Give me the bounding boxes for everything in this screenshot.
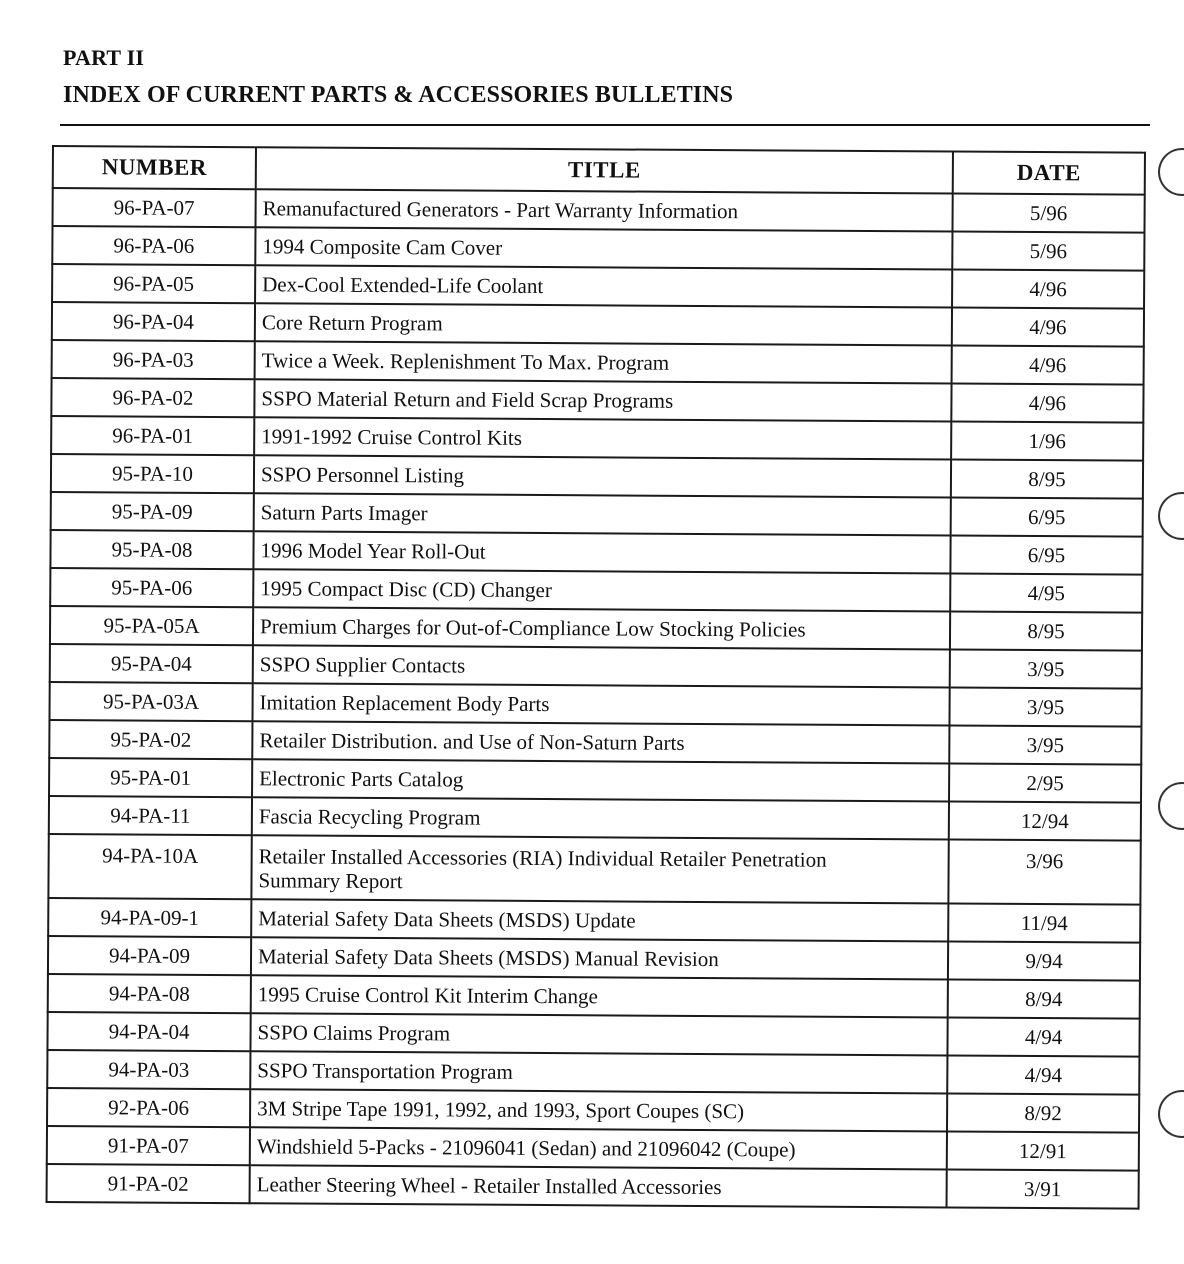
bulletin-index-table: [46, 145, 1146, 1210]
bulletin-date: 4/95: [950, 573, 1142, 612]
page-header: [63, 44, 1149, 110]
page-title: INDEX OF CURRENT PARTS & ACCESSORIES BULLETINS: [63, 82, 734, 108]
table-row: [51, 378, 1143, 423]
table-row: [50, 568, 1142, 613]
column-header-title: TITLE: [256, 147, 953, 193]
bulletin-date: 12/94: [949, 801, 1141, 840]
bulletin-date: 3/95: [950, 649, 1142, 688]
bulletin-number: 94-PA-10A: [48, 834, 251, 899]
bulletin-title: Premium Charges for Out-of-Compliance Low Stocking Policies: [253, 607, 950, 649]
bulletin-title: SSPO Material Return and Field Scrap Programs: [254, 379, 951, 421]
bulletin-title: Imitation Replacement Body Parts: [252, 683, 949, 725]
bulletin-title: SSPO Supplier Contacts: [253, 645, 950, 687]
bulletin-number: 94-PA-03: [47, 1050, 250, 1089]
bulletin-date: 5/96: [952, 232, 1144, 271]
bulletin-number: 96-PA-04: [52, 302, 255, 341]
table-row: [48, 898, 1140, 943]
table-row: [47, 1126, 1139, 1171]
table-row: [49, 796, 1141, 841]
bulletin-number: 95-PA-01: [49, 758, 252, 797]
bulletin-number: 95-PA-09: [51, 492, 254, 531]
bulletin-date: 4/96: [952, 346, 1144, 385]
bulletin-date: 4/96: [952, 270, 1144, 309]
bulletin-date: 8/95: [951, 459, 1143, 498]
table-row: [50, 644, 1142, 689]
bulletin-number: 95-PA-10: [51, 454, 254, 493]
table-row: [51, 492, 1143, 537]
binder-hole-icon: [1158, 492, 1184, 540]
table-row: [47, 1088, 1139, 1133]
header-rule: [60, 124, 1150, 126]
bulletin-title: Windshield 5-Packs - 21096041 (Sedan) and 21096042 (Coupe): [250, 1127, 947, 1169]
table-row: [49, 682, 1141, 727]
bulletin-date: 4/96: [951, 383, 1143, 422]
bulletin-title: Fascia Recycling Program: [252, 797, 949, 839]
bulletin-number: 96-PA-05: [52, 264, 255, 303]
bulletin-date: 6/95: [950, 535, 1142, 574]
bulletin-title: [251, 835, 948, 903]
table-row: [49, 758, 1141, 803]
bulletin-title: Remanufactured Generators - Part Warranty Information: [256, 189, 953, 231]
bulletin-title: Electronic Parts Catalog: [252, 759, 949, 801]
bulletin-number: 94-PA-08: [48, 974, 251, 1013]
table-row: [48, 936, 1140, 981]
bulletin-date: 3/96: [948, 839, 1140, 904]
binder-hole-icon: [1158, 782, 1184, 830]
bulletin-date: 2/95: [949, 763, 1141, 802]
bulletin-date: 3/95: [949, 687, 1141, 726]
table-row: [48, 974, 1140, 1019]
bulletin-number: 94-PA-09-1: [48, 898, 251, 937]
bulletin-date: 4/96: [952, 308, 1144, 347]
bulletin-title: Retailer Distribution. and Use of Non-Saturn Parts: [252, 721, 949, 763]
table-row: [50, 606, 1142, 651]
bulletin-date: 8/94: [948, 979, 1140, 1018]
bulletin-number: 94-PA-09: [48, 936, 251, 975]
table-row: [49, 720, 1141, 765]
part-label: PART II: [63, 45, 145, 70]
bulletin-title: 1995 Compact Disc (CD) Changer: [253, 569, 950, 611]
binder-hole-icon: [1158, 148, 1184, 196]
bulletin-date: 6/95: [951, 497, 1143, 536]
bulletin-number: 96-PA-02: [51, 378, 254, 417]
bulletin-number: 96-PA-07: [53, 188, 256, 227]
table-row: [51, 416, 1143, 461]
table-row: [48, 834, 1140, 905]
bulletin-title: 1991-1992 Cruise Control Kits: [254, 417, 951, 459]
bulletin-date: 4/94: [947, 1017, 1139, 1056]
bulletin-title: SSPO Personnel Listing: [254, 455, 951, 497]
bulletin-title-line-2: Summary Report: [258, 868, 403, 894]
bulletin-title: Material Safety Data Sheets (MSDS) Update: [251, 899, 948, 941]
bulletin-title: Dex-Cool Extended-Life Coolant: [255, 265, 952, 307]
bulletin-number: 95-PA-04: [50, 644, 253, 683]
bulletin-date: 3/91: [947, 1169, 1139, 1208]
table-row: [52, 264, 1144, 309]
bulletin-number: 91-PA-02: [47, 1164, 250, 1203]
bulletin-date: 12/91: [947, 1131, 1139, 1170]
bulletin-number: 95-PA-06: [50, 568, 253, 607]
bulletin-number: 95-PA-08: [50, 530, 253, 569]
bulletin-title: 3M Stripe Tape 1991, 1992, and 1993, Sport Coupes (SC): [250, 1089, 947, 1131]
bulletin-date: 11/94: [948, 903, 1140, 942]
bulletin-title-line-1: Retailer Installed Accessories (RIA) Individual Retailer Penetration: [258, 844, 827, 872]
bulletin-date: 3/95: [949, 725, 1141, 764]
bulletin-number: 94-PA-11: [49, 796, 252, 835]
bulletin-date: 9/94: [948, 941, 1140, 980]
bulletin-title: 1996 Model Year Roll-Out: [253, 531, 950, 573]
table-row: [51, 454, 1143, 499]
table-header-row: [53, 146, 1145, 195]
bulletin-title: 1995 Cruise Control Kit Interim Change: [251, 975, 948, 1017]
binder-hole-icon: [1158, 1090, 1184, 1138]
bulletin-number: 92-PA-06: [47, 1088, 250, 1127]
table-row: [47, 1164, 1139, 1209]
bulletin-number: 94-PA-04: [47, 1012, 250, 1051]
bulletin-title: Saturn Parts Imager: [254, 493, 951, 535]
table-row: [52, 340, 1144, 385]
bulletin-number: 96-PA-06: [52, 226, 255, 265]
bulletin-number: 91-PA-07: [47, 1126, 250, 1165]
bulletin-title: SSPO Transportation Program: [250, 1051, 947, 1093]
table-row: [53, 188, 1145, 233]
bulletin-number: 96-PA-01: [51, 416, 254, 455]
bulletin-title: Material Safety Data Sheets (MSDS) Manual Revision: [251, 937, 948, 979]
bulletin-date: 1/96: [951, 421, 1143, 460]
table-row: [52, 226, 1144, 271]
table-row: [47, 1050, 1139, 1095]
table-row: [47, 1012, 1139, 1057]
bulletin-date: 5/96: [952, 194, 1144, 233]
bulletin-number: 96-PA-03: [52, 340, 255, 379]
bulletin-title: Twice a Week. Replenishment To Max. Program: [255, 341, 952, 383]
bulletin-number: 95-PA-05A: [50, 606, 253, 645]
column-header-date: DATE: [953, 152, 1145, 195]
column-header-number: NUMBER: [53, 146, 256, 189]
bulletin-title: 1994 Composite Cam Cover: [255, 227, 952, 269]
bulletin-date: 4/94: [947, 1055, 1139, 1094]
table-row: [52, 302, 1144, 347]
bulletin-number: 95-PA-03A: [49, 682, 252, 721]
bulletin-number: 95-PA-02: [49, 720, 252, 759]
bulletin-title: Leather Steering Wheel - Retailer Installed Accessories: [250, 1165, 947, 1207]
bulletin-title: SSPO Claims Program: [250, 1013, 947, 1055]
bulletin-index-table-wrapper: [46, 145, 1144, 1210]
table-row: [50, 530, 1142, 575]
bulletin-date: 8/95: [950, 611, 1142, 650]
bulletin-title: Core Return Program: [255, 303, 952, 345]
bulletin-date: 8/92: [947, 1093, 1139, 1132]
